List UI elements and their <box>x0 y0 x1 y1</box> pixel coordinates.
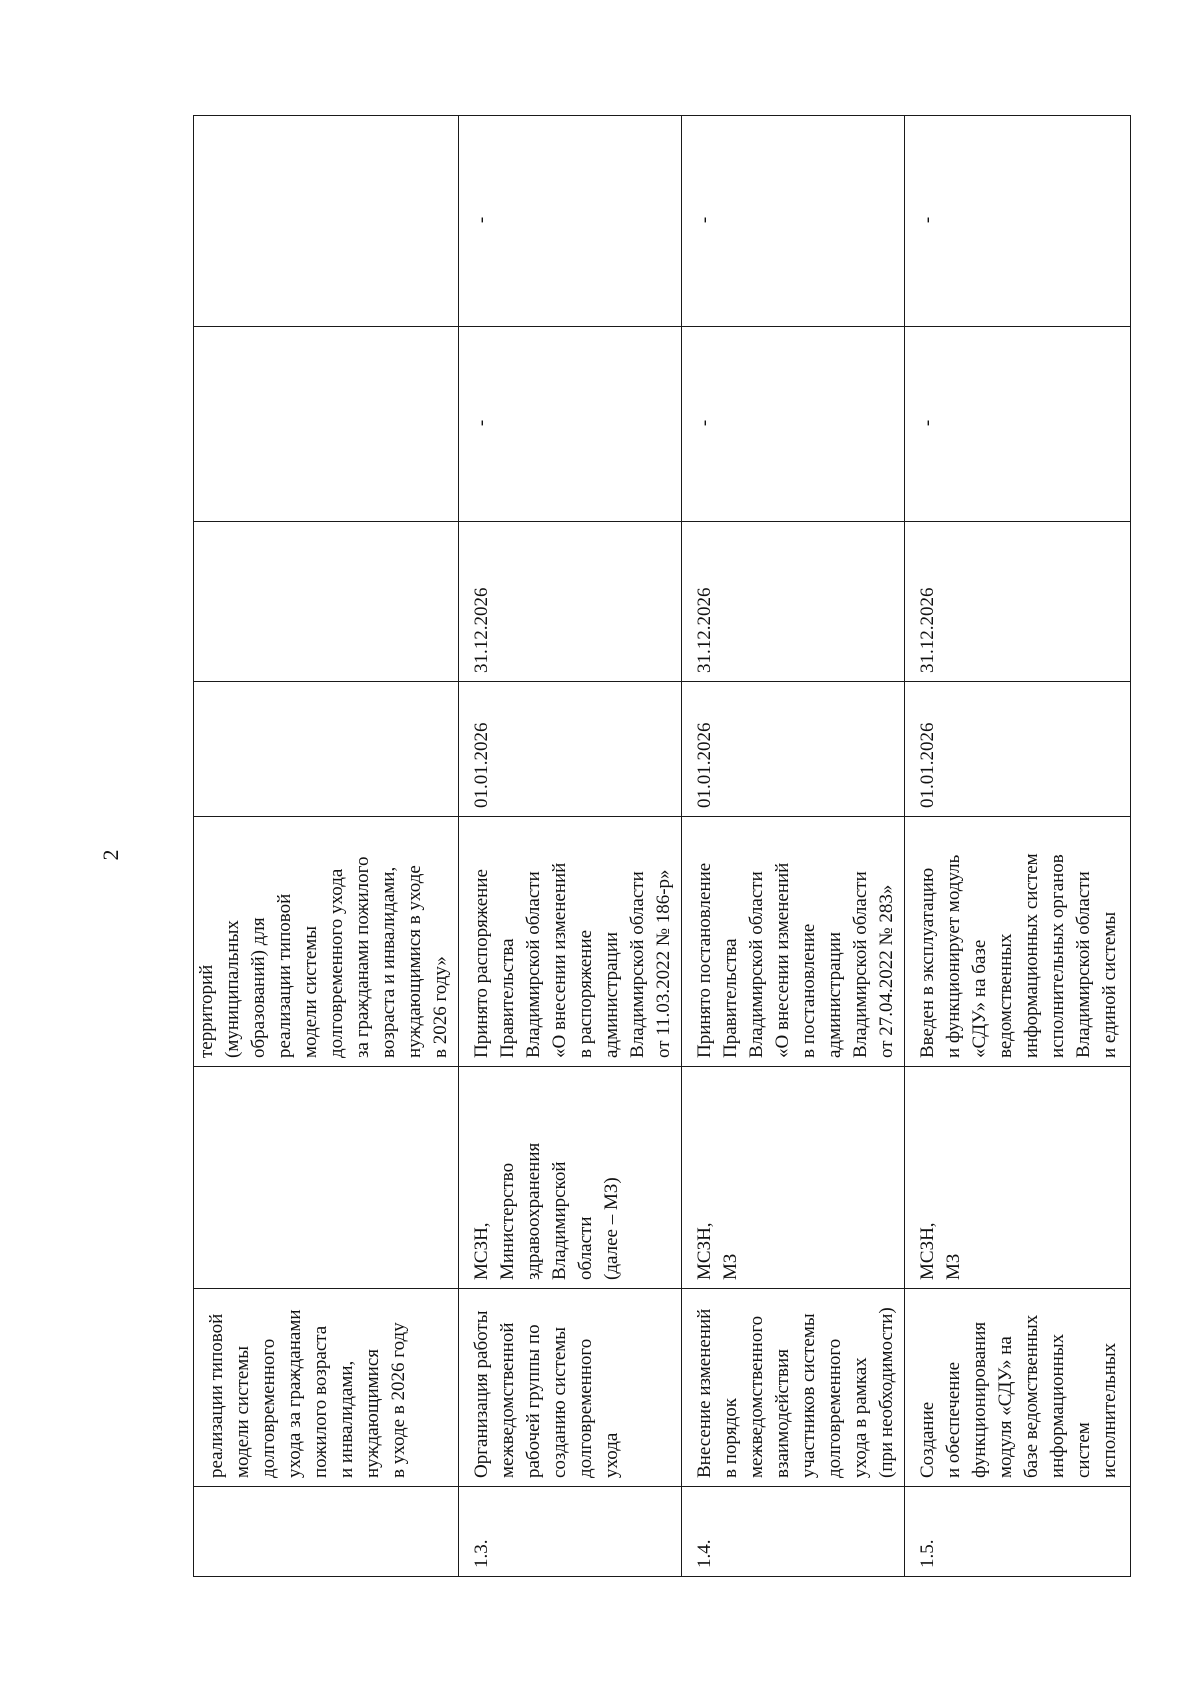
action-text: реализации типовой модели системы долговременного ухода за гражданами пожилого возраста и инвалидами, нуждающимися в уходе в 2026 году <box>206 1309 409 1478</box>
table-row <box>194 116 459 1577</box>
cell-responsible <box>459 1067 682 1289</box>
cell-num <box>682 1487 905 1577</box>
cell-end <box>905 522 1131 682</box>
result-text: Введен в эксплуатацию и функционирует модуль «СДУ» на базе ведомственных информационных систем исполнительных органов Владимирской области и единой системы <box>917 853 1120 1058</box>
responsible-text: МСЗН, МЗ <box>694 1222 741 1280</box>
action-text: Организация работы межведомственной рабочей группы по созданию системы долговременного ухода <box>471 1310 622 1478</box>
cell-action <box>682 1289 905 1487</box>
result-text: Принято распоряжение Правительства Владимирской области «О внесении изменений в распоряжение администрации Владимирской области от 11.03.2022 № 186-р» <box>471 862 674 1058</box>
cell-end <box>459 522 682 682</box>
row-number: 1.3. <box>471 1539 492 1568</box>
cell-result <box>682 817 905 1067</box>
result-text: Принято постановление Правительства Владимирской области «О внесении изменений в постановление администрации Владимирской области от 27.04.2022 № 283» <box>694 862 897 1058</box>
responsible-text: МСЗН, Министерство здравоохранения Владимирской области (далее – МЗ) <box>471 1142 622 1280</box>
cell-start <box>194 682 459 817</box>
end-date: 31.12.2026 <box>694 587 715 673</box>
cell-col8 <box>194 116 459 327</box>
row-number: 1.5. <box>917 1539 938 1568</box>
cell-end <box>194 522 459 682</box>
col8-value: - <box>471 216 492 224</box>
plan-table <box>193 115 1131 1577</box>
cell-action <box>194 1289 459 1487</box>
cell-end <box>682 522 905 682</box>
end-date: 31.12.2026 <box>917 587 938 673</box>
cell-result <box>194 817 459 1067</box>
cell-col7 <box>459 327 682 522</box>
cell-start <box>905 682 1131 817</box>
col8-value: - <box>694 216 715 224</box>
cell-responsible <box>682 1067 905 1289</box>
cell-action <box>905 1289 1131 1487</box>
table-row <box>682 116 905 1577</box>
cell-col8 <box>459 116 682 327</box>
action-text: Внесение изменений в порядок межведомственного взаимодействия участников системы долговременного ухода в рамках (при необходимости) <box>694 1307 897 1478</box>
action-text: Создание и обеспечение функционирования модуля «СДУ» на базе ведомственных информационных систем исполнительных <box>917 1314 1120 1478</box>
cell-col8 <box>682 116 905 327</box>
end-date: 31.12.2026 <box>471 587 492 673</box>
cell-responsible <box>905 1067 1131 1289</box>
col7-value: - <box>471 419 492 427</box>
cell-col7 <box>905 327 1131 522</box>
rotated-table-wrapper <box>193 116 1120 1577</box>
cell-start <box>682 682 905 817</box>
cell-col7 <box>682 327 905 522</box>
row-number: 1.4. <box>694 1539 715 1568</box>
table-row <box>905 116 1131 1577</box>
cell-num <box>194 1487 459 1577</box>
result-text: территорий (муниципальных образований) для реализации типовой модели системы долговременного ухода за гражданами пожилого возраста и инвалидами, нуждающимися в уходе в 2026 году» <box>196 856 451 1058</box>
col8-value: - <box>917 216 938 224</box>
responsible-text: МСЗН, МЗ <box>917 1222 964 1280</box>
page-number: 2 <box>98 849 123 861</box>
cell-start <box>459 682 682 817</box>
cell-responsible <box>194 1067 459 1289</box>
cell-num <box>459 1487 682 1577</box>
cell-num <box>905 1487 1131 1577</box>
col7-value: - <box>694 419 715 427</box>
cell-result <box>459 817 682 1067</box>
start-date: 01.01.2026 <box>917 722 938 808</box>
start-date: 01.01.2026 <box>471 722 492 808</box>
cell-col8 <box>905 116 1131 327</box>
table-row <box>459 116 682 1577</box>
cell-action <box>459 1289 682 1487</box>
cell-result <box>905 817 1131 1067</box>
cell-col7 <box>194 327 459 522</box>
col7-value: - <box>917 419 938 427</box>
start-date: 01.01.2026 <box>694 722 715 808</box>
